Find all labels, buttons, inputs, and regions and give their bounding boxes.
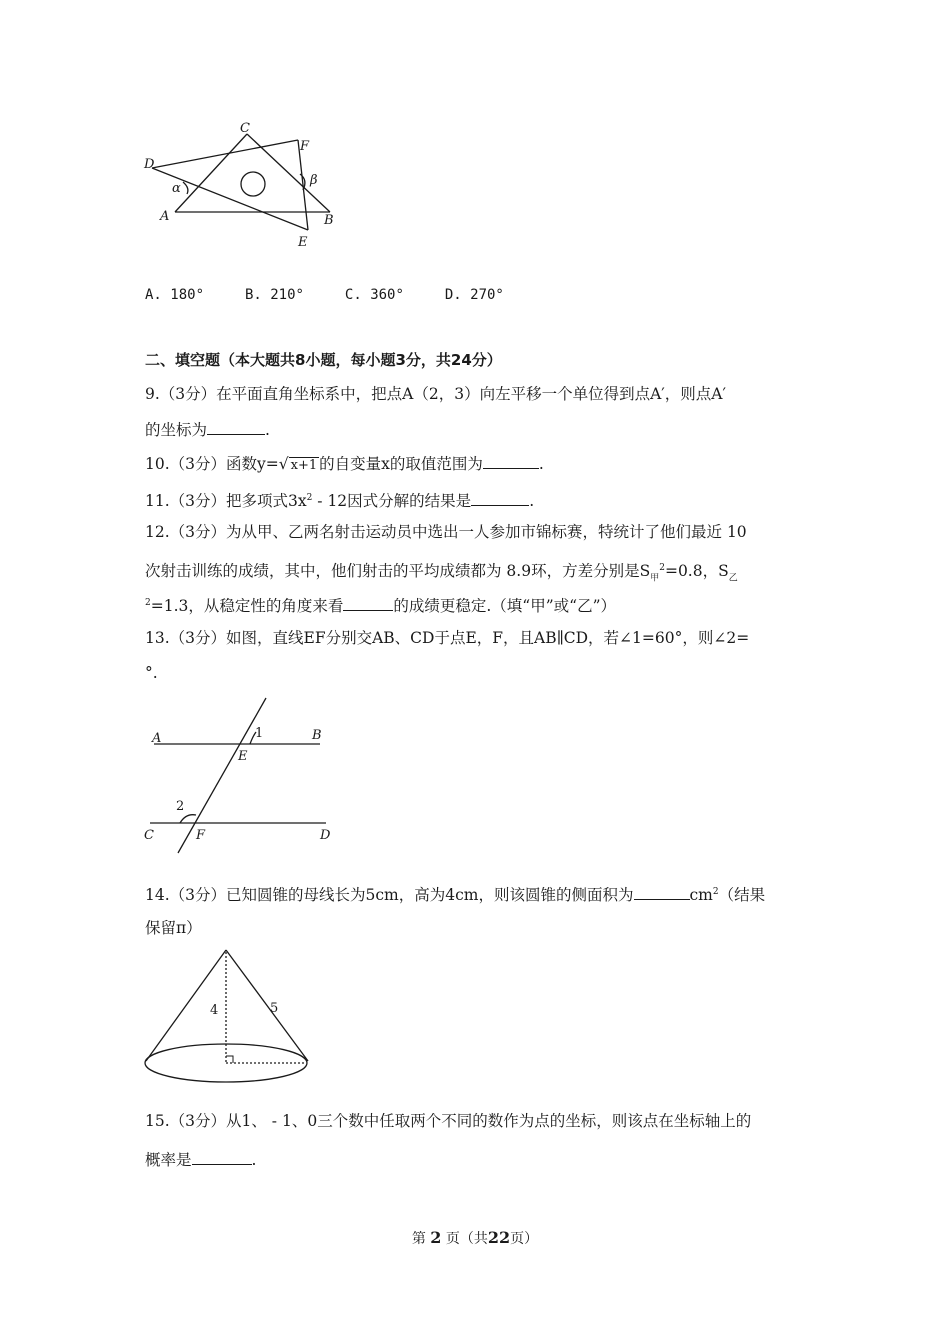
- q8-label-d: D: [144, 157, 155, 172]
- q8-label-b: B: [324, 213, 334, 228]
- q8-option-b[interactable]: B. 210°: [244, 287, 304, 303]
- sqrt-icon: √: [278, 455, 289, 473]
- q13-label-d: D: [320, 828, 331, 843]
- q14-line2: 保留π）: [145, 919, 202, 937]
- footer-total-pages: 22: [487, 1228, 511, 1247]
- q9-line1: 9.（3分）在平面直角坐标系中，把点A（2，3）向左平移一个单位得到点A′，则点A′: [145, 385, 726, 403]
- q13-line-ef: [178, 698, 266, 853]
- q15-line2: [145, 1149, 815, 1171]
- q12-sup-2b: 2: [145, 598, 151, 608]
- q8-line-ca: [175, 134, 247, 212]
- q9-line2-pre: 的坐标为: [145, 421, 208, 439]
- q11-pre: 11.（3分）把多项式3x: [145, 492, 307, 511]
- q8-label-beta: β: [310, 173, 318, 188]
- q8-label-alpha: α: [172, 181, 181, 196]
- q10-end: .: [538, 455, 544, 473]
- q9-line2: [145, 419, 815, 441]
- q14-answer-blank[interactable]: [634, 885, 690, 900]
- q11-line: [145, 487, 815, 512]
- section2-heading: 二、填空题（本大题共8小题，每小题3分，共24分）: [145, 351, 502, 369]
- q12-sub-yi: 乙: [728, 573, 738, 584]
- q13-arc-2: [180, 815, 196, 823]
- q12-line3-post: 的成绩更稳定.（填“甲”或“乙”）: [393, 597, 616, 616]
- q13-label-1: 1: [255, 726, 264, 741]
- q12-line2-text: 次射击训练的成绩，其中，他们射击的平均成绩都为 8.9环，方差分别是S: [145, 562, 651, 581]
- q9-answer-blank[interactable]: [207, 420, 265, 435]
- q13-label-2: 2: [176, 799, 185, 814]
- q10-line: [145, 453, 815, 477]
- q8-label-f: F: [300, 139, 310, 154]
- q8-arc-alpha: [183, 182, 188, 194]
- q15-answer-blank[interactable]: [192, 1150, 252, 1165]
- q8-circle: [241, 172, 265, 196]
- q10-post: 的自变量x的取值范围为: [319, 455, 483, 473]
- q13-label-a: A: [152, 731, 162, 746]
- q10-radicand: x+1: [290, 458, 318, 473]
- q12-line3: [145, 592, 815, 617]
- page-footer: [0, 1228, 950, 1248]
- q13-line1: 13.（3分）如图，直线EF分别交AB、CD于点E，F，且AB∥CD，若∠1=60°，则∠2=: [145, 629, 750, 647]
- q14-line1-pre: 14.（3分）已知圆锥的母线长为5cm，高为4cm，则该圆锥的侧面积为: [145, 886, 634, 905]
- q14-figure: [140, 944, 320, 1088]
- q15-line2-post: .: [251, 1151, 257, 1169]
- q11-mid: - 12因式分解的结果是: [312, 492, 472, 511]
- q14-line1-post: （结果: [718, 886, 766, 905]
- q8-option-d[interactable]: D. 270°: [444, 287, 504, 303]
- footer-pre: 第: [411, 1231, 426, 1247]
- q13-figure: [140, 692, 340, 857]
- q9-line2-post: .: [265, 421, 270, 439]
- q12-line1: 12.（3分）为从甲、乙两名射击运动员中选出一人参加市锦标赛，特统计了他们最近 10: [145, 523, 747, 541]
- q14-right-angle-mark: [226, 1056, 233, 1063]
- q15-line1: 15.（3分）从1、 - 1、0三个数中任取两个不同的数作为点的坐标，则该点在坐标轴上的: [145, 1112, 752, 1130]
- q13-label-c: C: [144, 828, 154, 843]
- q8-label-e: E: [298, 235, 308, 250]
- q13-label-f: F: [196, 828, 206, 843]
- q11-answer-blank[interactable]: [471, 491, 529, 506]
- q14-label-height: 4: [210, 1003, 219, 1018]
- q13-label-e: E: [238, 749, 248, 764]
- footer-mid: 页（共: [445, 1231, 488, 1247]
- q14-sup: 2: [712, 887, 719, 897]
- q8-figure: [140, 118, 350, 254]
- q15-line2-pre: 概率是: [145, 1151, 192, 1169]
- q8-line-cb: [247, 134, 330, 212]
- q12-line3-pre: =1.3，从稳定性的角度来看: [150, 597, 344, 616]
- q14-unit: cm: [689, 886, 713, 905]
- q8-option-c[interactable]: C. 360°: [344, 287, 404, 303]
- q8-options: [145, 283, 815, 306]
- q8-line-df: [152, 140, 298, 168]
- q11-end: .: [529, 492, 535, 511]
- q12-line2-post: =0.8，S: [664, 562, 729, 581]
- q12-line2: [145, 557, 815, 589]
- q11-sup: 2: [306, 493, 313, 503]
- footer-post: 页）: [510, 1231, 539, 1247]
- q8-label-a: A: [160, 209, 170, 224]
- q8-line-de: [152, 168, 308, 230]
- q13-label-b: B: [312, 728, 322, 743]
- q8-label-c: C: [240, 121, 250, 136]
- footer-page-number: 2: [430, 1228, 442, 1247]
- q12-sup-2a: 2: [659, 563, 665, 573]
- q8-option-a[interactable]: A. 180°: [145, 287, 205, 303]
- q10-answer-blank[interactable]: [483, 454, 539, 469]
- q10-pre: 10.（3分）函数y=: [145, 455, 279, 473]
- q14-label-slant: 5: [270, 1001, 279, 1016]
- q12-sub-jia: 甲: [650, 573, 660, 584]
- q12-answer-blank[interactable]: [343, 596, 393, 611]
- q13-line2: °.: [145, 664, 158, 682]
- q14-line1: [145, 881, 815, 906]
